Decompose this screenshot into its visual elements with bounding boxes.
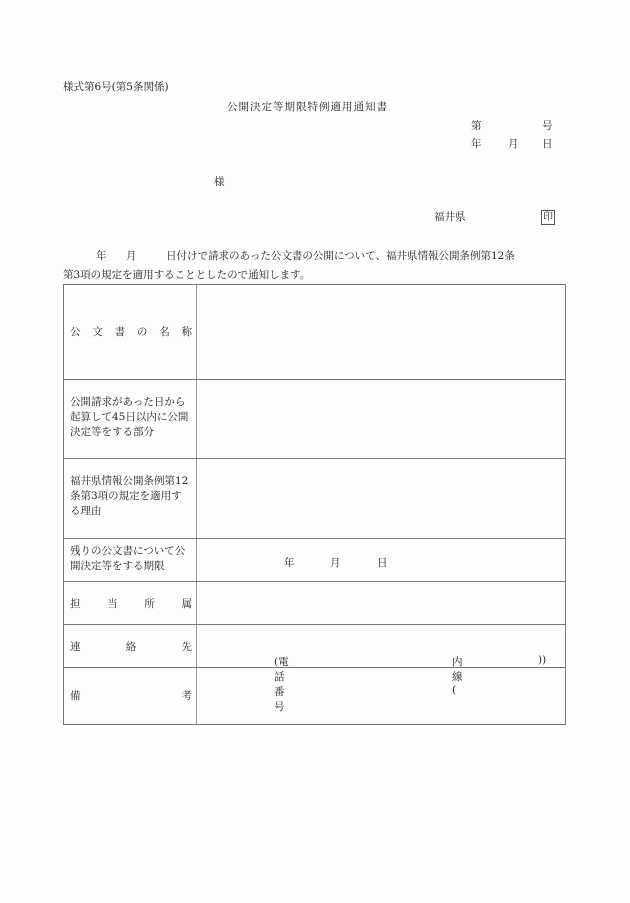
- number-prefix: 第: [471, 120, 482, 132]
- date-day: 日: [542, 138, 553, 150]
- deadline-year: 年: [284, 557, 295, 569]
- row-divider: [64, 624, 565, 625]
- label-contact: [70, 640, 192, 655]
- issuer: 福井県: [434, 211, 466, 223]
- body-text: 日付けで請求のあった公文書の公開について、福井県情報公開条例第12条: [166, 250, 515, 262]
- addressee: 様: [214, 176, 225, 188]
- label-department: [70, 597, 192, 612]
- row-divider: [64, 379, 565, 380]
- label-deadline: 残りの公文書について公開決定等をする期限: [70, 545, 186, 572]
- label-char: 属: [181, 598, 192, 610]
- label-char: 書: [114, 326, 126, 338]
- extension-close: )): [538, 654, 547, 666]
- label-char: 当: [107, 598, 118, 610]
- date-year: 年: [471, 138, 482, 150]
- deadline-day: 日: [377, 557, 388, 569]
- row-divider: [64, 581, 565, 582]
- body-month: 月: [126, 250, 137, 262]
- extension-label: 内線(: [452, 656, 463, 696]
- form-number: 様式第6号(第5条関係): [63, 81, 169, 93]
- document-title: 公開決定等期限特例適用通知書: [227, 101, 388, 113]
- label-reason: 福井県情報公開条例第12条第3項の規定を適用する理由: [70, 475, 189, 517]
- label-char: 文: [92, 326, 103, 338]
- label-char: 連: [70, 641, 81, 653]
- phone-label: (電話番号: [274, 656, 289, 713]
- label-char: 備: [70, 690, 81, 702]
- number-suffix: 号: [542, 120, 553, 132]
- seal-mark: 印: [543, 212, 553, 223]
- label-remarks: [70, 689, 192, 704]
- label-char: 考: [181, 690, 192, 702]
- label-char: 称: [181, 326, 192, 338]
- label-char: の: [136, 326, 148, 338]
- label-char: 先: [181, 641, 192, 653]
- label-char: 所: [144, 598, 155, 610]
- label-char: 名: [159, 326, 170, 338]
- row-divider: [64, 538, 565, 539]
- label-char: 担: [70, 598, 81, 610]
- label-partial-decision: 公開請求があった日から起算して45日以内に公開決定等をする部分: [70, 396, 189, 438]
- label-char: 絡: [125, 641, 137, 653]
- row-divider: [64, 667, 565, 668]
- body-line-2: 第3項の規定を適用することとしたので通知します。: [63, 269, 311, 281]
- date-month: 月: [508, 138, 519, 150]
- body-year: 年: [96, 250, 107, 262]
- label-char: 公: [70, 326, 81, 338]
- column-divider: [196, 285, 197, 724]
- label-document-name: [70, 325, 192, 340]
- deadline-month: 月: [330, 557, 341, 569]
- notice-table: [63, 284, 566, 725]
- row-divider: [64, 458, 565, 459]
